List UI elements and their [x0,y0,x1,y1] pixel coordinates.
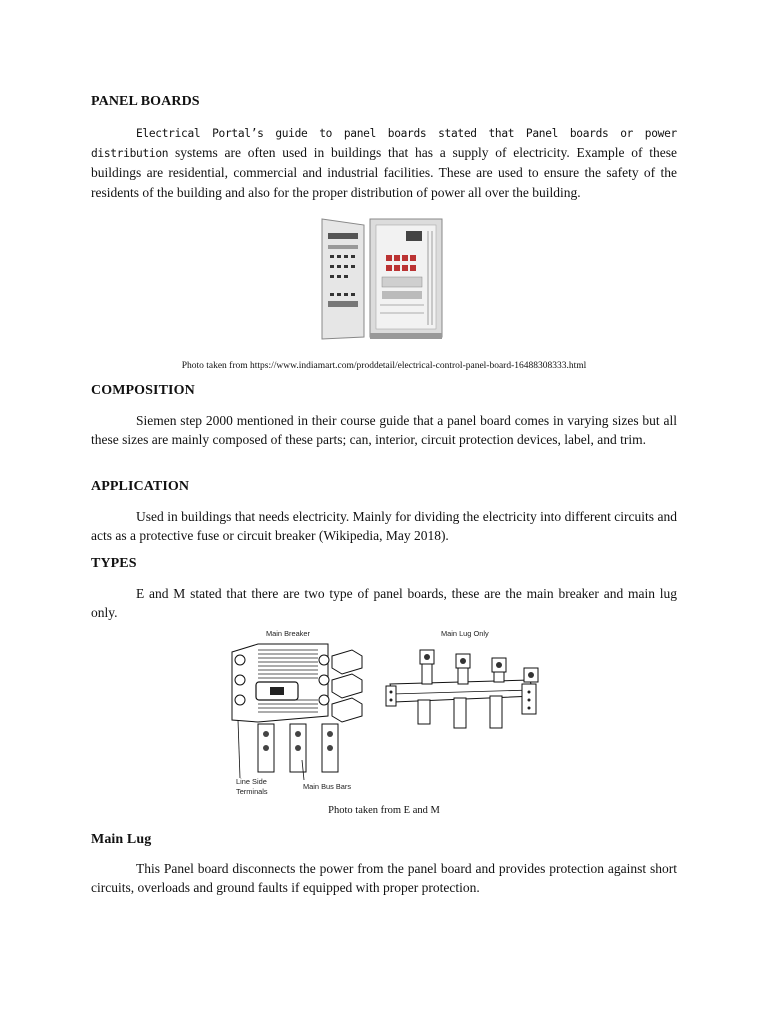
caption-e-and-m: Photo taken from E and M [328,805,440,816]
paragraph-composition-text: Siemen step 2000 mentioned in their course guide that a panel board comes in varying sizes but all these sizes are mainly composed of these parts; can, interior, circuit protection devices, label, and trim. [91,413,677,448]
figure-label-terminals: Terminals [236,787,268,796]
figure-label-line-side: Line Side [236,777,267,786]
paragraph-application [91,507,677,545]
figure-label-main-lug-only: Main Lug Only [441,629,489,638]
heading-panel-boards: PANEL BOARDS [91,94,200,109]
paragraph-types [91,584,677,622]
panel-board-photo [320,215,446,341]
paragraph-panel-boards [91,123,677,202]
paragraph-application-text: Used in buildings that needs electricity. Mainly for dividing the electricity into different circuits and acts as a protective fuse or circuit breaker (Wikipedia, May 2018). [91,509,677,544]
figure-label-main-breaker: Main Breaker [266,629,310,638]
paragraph-composition [91,411,677,449]
caption-panel-board-photo: Photo taken from https://www.indiamart.com/proddetail/electrical-control-panel-board-16488308333.html [181,361,587,371]
heading-application: APPLICATION [91,479,190,494]
paragraph-main-lug-text: This Panel board disconnects the power from the panel board and provides protection against short circuits, overloads and ground faults if equipped with proper protection. [91,861,677,896]
paragraph-panel-boards-first-line: Electrical Portal’s guide to panel boards stated that Panel boards or power distribution [91,127,677,161]
heading-types: TYPES [91,556,137,571]
main-lug-only-diagram [384,640,544,740]
paragraph-types-text: E and M stated that there are two type of panel boards, these are the main breaker and main lug only. [91,586,677,621]
figure-label-main-bus-bars: Main Bus Bars [303,782,352,791]
paragraph-panel-boards-rest: systems are often used in buildings that has a supply of electricity. Example of these buildings are residential, commercial and industrial facilities. These are used to ensure the safety of the residents of the building and also for the proper distribution of power all over the building. [91,145,678,200]
heading-composition: COMPOSITION [91,383,195,398]
main-breaker-diagram [228,640,368,800]
heading-main-lug: Main Lug [91,832,152,847]
paragraph-main-lug [91,859,677,897]
